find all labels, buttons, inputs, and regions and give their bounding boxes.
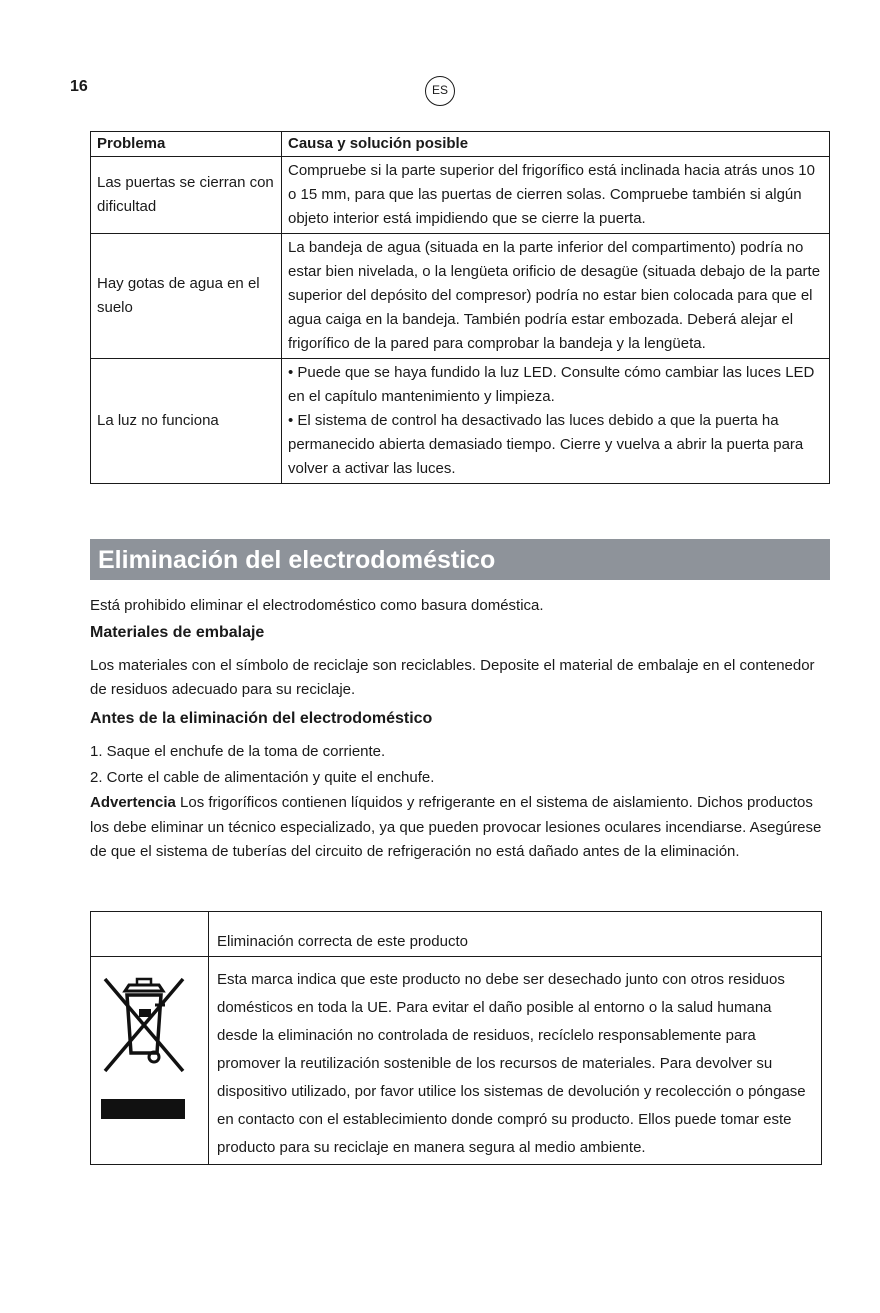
page-number: 16 — [70, 78, 88, 95]
packaging-heading: Materiales de embalaje — [90, 624, 265, 641]
warning-label: Advertencia — [90, 794, 176, 811]
warning-paragraph — [90, 791, 830, 865]
cause-cell: La bandeja de agua (situada en la parte inferior del compartimento) podría no estar bien nivelada, o la lengüeta orificio de desagüe (situada debajo de la parte superior del depósito del compresor) podría no estar bien colocada para que el agua caiga en la bandeja. También podría estar embozada. Deberá alejar el frigorífico de la pared para comprobar la bandeja y la lengüeta. — [282, 234, 830, 359]
cause-bullet: • Puede que se haya fundido la luz LED. Consulte cómo cambiar las luces LED en el capítulo mantenimiento y limpieza. — [288, 364, 815, 405]
packaging-text: Los materiales con el símbolo de reciclaje son reciclables. Deposite el material de embalaje en el contenedor de residuos adecuado para su reciclaje. — [90, 657, 815, 698]
weee-title: Eliminación correcta de este producto — [209, 912, 822, 957]
cause-bullet: • El sistema de control ha desactivado las luces debido a que la puerta ha permanecido abierta demasiado tiempo. Cierre y vuelva a abrir la puerta para volver a activar las luces. — [288, 412, 804, 477]
weee-text: Esta marca indica que este producto no debe ser desechado junto con otros residuos domésticos en toda la UE. Para evitar el daño posible al entorno o la salud humana desde la eliminación no controlada de residuos, recíclelo responsablemente para promover la reutilización sostenible de los recursos de materiales. Para devolver su dispositivo utilizado, por favor utilice los sistemas de devolución y recolección o póngase en contacto con el establecimiento donde compró su producto. Ellos puede tomar este producto para su reciclaje en manera segura al medio ambiente. — [209, 957, 822, 1165]
section-title: Eliminación del electrodoméstico — [90, 539, 830, 580]
before-disposal-heading: Antes de la eliminación del electrodoméstico — [90, 710, 433, 727]
step-1: 1. Saque el enchufe de la toma de corriente. — [90, 743, 386, 760]
header-problem: Problema — [91, 132, 282, 157]
step-2: 2. Corte el cable de alimentación y quite el enchufe. — [90, 769, 435, 786]
problem-cell: Las puertas se cierran con dificultad — [91, 157, 282, 234]
cause-cell — [282, 359, 830, 484]
language-badge: ES — [425, 76, 455, 106]
intro-text: Está prohibido eliminar el electrodoméstico como basura doméstica. — [90, 597, 544, 614]
header-cause: Causa y solución posible — [282, 132, 830, 157]
problem-cell: La luz no funciona — [91, 359, 282, 484]
warning-text: Los frigoríficos contienen líquidos y refrigerante en el sistema de aislamiento. Dichos productos los debe eliminar un técnico especializado, ya que pueden provocar lesiones oculares incendiarse. Asegúrese de que el sistema de tuberías del circuito de refrigeración no está dañado antes de la eliminación. — [90, 794, 822, 860]
table-row — [91, 157, 830, 234]
table-row — [91, 234, 830, 359]
weee-table — [90, 911, 822, 1165]
troubleshooting-table — [90, 131, 830, 484]
table-header-row — [91, 132, 830, 157]
table-row — [91, 359, 830, 484]
crossed-out-wheelie-bin-icon — [99, 969, 189, 1119]
problem-cell: Hay gotas de agua en el suelo — [91, 234, 282, 359]
cause-cell: Compruebe si la parte superior del frigorífico está inclinada hacia atrás unos 10 o 15 mm, para que las puertas de cierren solas. Compruebe también si algún objeto interior está impidiendo que se cierre la puerta. — [282, 157, 830, 234]
